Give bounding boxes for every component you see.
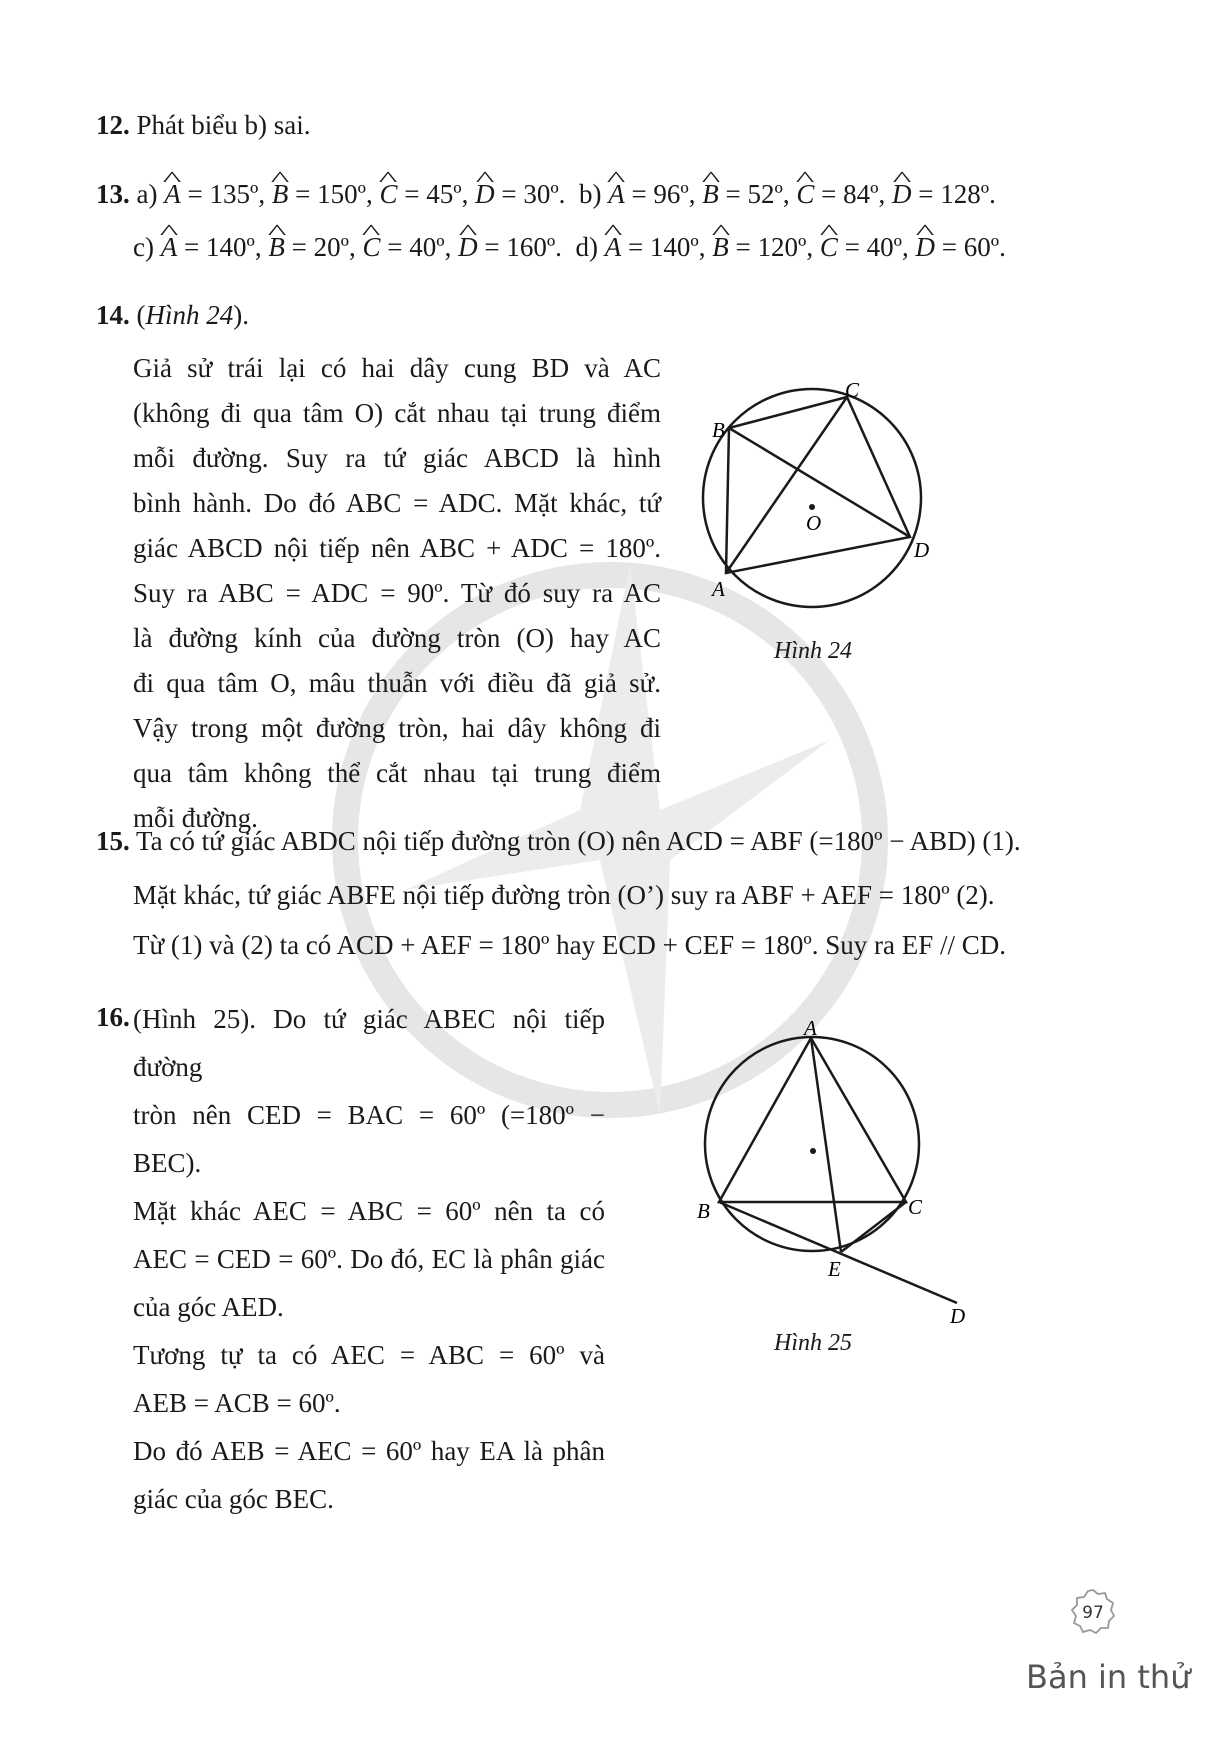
item-14-figure-ref: Hình 24 [145,300,234,330]
item-16-line: giác của góc BEC. [133,1484,334,1514]
fig25-triangle-abc [719,1038,906,1202]
item-16-line: của góc AED. [133,1292,284,1322]
item-13c-A: 140 [205,232,247,262]
fig25-line-ae [811,1038,841,1252]
item-13a-B: 150 [317,179,358,209]
fig24-label-d: D [914,538,930,562]
fig24-label-o: O [806,511,822,535]
item-14-line: Giả sử trái lại có hai dây cung BD và AC [133,353,661,383]
item-14-line: mỗi đường. Suy ra tứ giác ABCD là hình [133,443,661,473]
item-13c-C: 40 [409,232,437,262]
item-14-heading: 14. (Hình 24). [96,300,249,330]
item-13-row-2: c) ^ A = 140º, ^ B = 20º, ^ C = 40º, ^ D = 160º. d) ^ A = 140º, ^ B = 120º, ^ C = 40º, ^ D = 60º. [133,228,1006,266]
item-14-line: bình hành. Do đó ABC = ADC. Mặt khác, tứ [133,488,661,518]
item-13-row-1: 13. a) ^ A = 135º, ^ B = 150º, ^ C = 45º, ^ D = 30º. b) ^ A = 96º, ^ B = 52º, ^ C = 84º, ^ D = 128º. [96,175,996,213]
item-14-body [133,346,661,841]
fig25-label-c: C [908,1195,923,1219]
item-16-line: tròn nên CED = BAC = 60º (=180º − BEC). [133,1100,605,1178]
figure-24-caption: Hình 24 [774,638,852,664]
item-15-line-1 [96,822,1021,860]
item-14-number: 14. [96,300,130,330]
item-15-line-2: Mặt khác, tứ giác ABFE nội tiếp đường tròn (O’) suy ra ABF + AEF = 180º (2). [133,880,995,910]
fig24-label-c: C [845,380,860,402]
item-14-line: đi qua tâm O, mâu thuẫn với điều đã giả sử. [133,668,661,698]
item-14-line: Suy ra ABC = ADC = 90º. Từ đó suy ra AC [133,578,661,608]
fig24-center-point [809,504,815,510]
item-14-line: mỗi đường. [133,803,258,833]
item-16-line: AEC = CED = 60º. Do đó, EC là phân giác [133,1244,605,1274]
item-13b-B: 52 [747,179,775,209]
item-16-number-row [96,998,130,1036]
item-13c-B: 20 [313,232,341,262]
item-16-body [133,995,605,1523]
item-16-line: Tương tự ta có AEC = ABC = 60º và [133,1340,605,1370]
item-14-line: giác ABCD nội tiếp nên ABC + ADC = 180º. [133,533,661,563]
item-16-line: AEB = ACB = 60º. [133,1388,341,1418]
item-13d-label: d) [575,232,598,262]
figure-25-caption: Hình 25 [774,1330,852,1356]
item-13a-D: 30 [523,179,551,209]
item-13d-D: 60 [963,232,991,262]
item-13d-B: 120 [757,232,799,262]
item-15-text-1: Ta có tứ giác ABDC nội tiếp đường tròn (O) nên ACD = ABF (=180º − ABD) (1). [136,826,1021,856]
fig25-label-b: B [697,1199,710,1223]
item-13d-C: 40 [866,232,894,262]
item-12-text: Phát biểu b) sai. [136,110,311,140]
item-14-line: (không đi qua tâm O) cắt nhau tại trung điểm [133,398,661,428]
fig24-circle [703,389,921,607]
page-number-badge [1070,1588,1116,1634]
fig25-circle [705,1037,919,1251]
fig25-label-d: D [950,1304,966,1325]
page-number: 97 [1082,1603,1104,1623]
item-16-line: Do đó AEB = AEC = 60º hay EA là phân [133,1436,605,1466]
item-13a-A: 135 [209,179,250,209]
item-13b-D: 128 [940,179,981,209]
draft-label: Bản in thử [1026,1658,1191,1696]
item-13b-A: 96 [653,179,681,209]
fig24-label-b: B [712,418,725,442]
fig25-center-point [810,1148,816,1154]
figure-25-diagram [690,1015,990,1325]
item-12-number: 12. [96,110,130,140]
item-13-number: 13. [96,179,130,209]
item-14-line: Vậy trong một đường tròn, hai dây không đi [133,713,661,743]
item-13b-C: 84 [843,179,871,209]
item-16-line: (Hình 25). Do tứ giác ABEC nội tiếp đường [133,1004,605,1082]
item-13d-A: 140 [649,232,691,262]
fig25-label-e: E [828,1257,841,1281]
fig24-label-a: A [712,577,725,601]
item-14-line: qua tâm không thể cắt nhau tại trung điểm [133,758,661,788]
item-16-number: 16. [96,1002,130,1032]
item-13c-label: c) [133,232,154,262]
item-15-number: 15. [96,826,130,856]
fig24-quadrilateral [726,397,910,573]
item-12 [96,106,310,144]
item-13a-label: a) [136,179,158,209]
item-13a-C: 45 [426,179,454,209]
figure-24-diagram [690,380,1040,640]
fig25-line-ce [841,1202,906,1252]
item-13b-label: b) [578,179,602,209]
item-15-line-3: Từ (1) và (2) ta có ACD + AEF = 180º hay ECD + CEF = 180º. Suy ra EF // CD. [133,930,1006,960]
item-13c-D: 160 [506,232,547,262]
fig25-label-a: A [804,1016,817,1040]
item-16-line: Mặt khác AEC = ABC = 60º nên ta có [133,1196,605,1226]
item-14-line: là đường kính của đường tròn (O) hay AC [133,623,661,653]
